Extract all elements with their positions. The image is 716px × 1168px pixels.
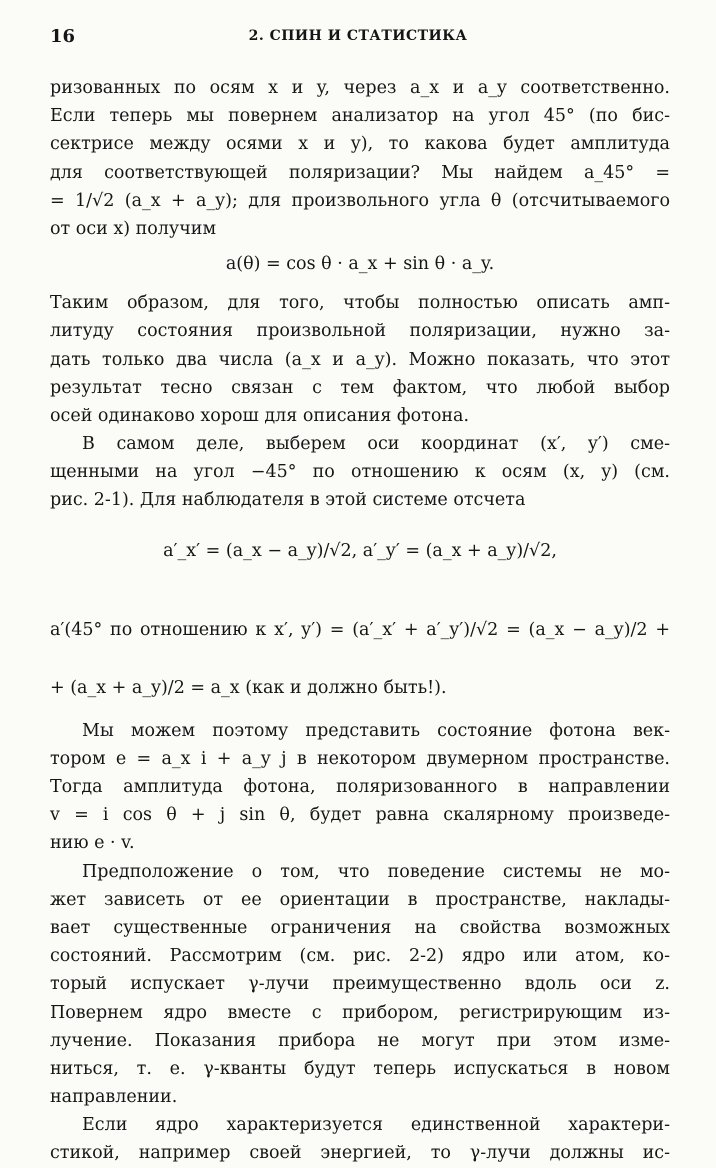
text-line: вает существенные ограничения на свойства возможных xyxy=(50,917,670,938)
text-line: щенными на угол −45° по отношению к осям (x, y) (см. xyxy=(50,462,670,483)
text-line: Если ядро характеризуется единственной характери- xyxy=(82,1115,670,1136)
page-header xyxy=(50,26,666,52)
equation-amplitude-result: + (a_x + a_y)/2 = a_x (как и должно быть!). xyxy=(50,677,447,698)
page-number: 16 xyxy=(50,26,76,47)
text-line: Тогда амплитуда фотона, поляризованного в направлении xyxy=(50,777,670,797)
text-line: для соответствующей поляризации? Мы найдем a_45° = xyxy=(50,162,670,183)
text-line: ниться, т. е. γ-кванты будут теперь испускаться в новом xyxy=(50,1058,670,1079)
text-line: ризованных по осям x и y, через a_x и a_y соответственно. xyxy=(50,78,670,98)
page-body xyxy=(50,74,670,1168)
equation-amplitude-theta: a(θ) = cos θ · a_x + sin θ · a_y. xyxy=(225,254,495,275)
text-line: Предположение о том, что поведение системы не мо- xyxy=(82,861,670,882)
equation-amplitude-45: a′(45° по отношению к x′, y′) = (a′_x′ + a′_y′)/√2 = (a_x − a_y)/2 + xyxy=(50,619,670,640)
text-line: v = i cos θ + j sin θ, будет равна скалярному произведе- xyxy=(50,805,670,826)
text-line: рис. 2-1). Для наблюдателя в этой системе отсчета xyxy=(50,490,526,511)
text-line: Таким образом, для того, чтобы полностью описать амп- xyxy=(50,293,670,314)
text-line: состояний. Рассмотрим (см. рис. 2-2) ядро или атом, ко- xyxy=(50,946,670,967)
text-line: лучение. Показания прибора не могут при этом изме- xyxy=(50,1030,670,1051)
running-title: 2. СПИН И СТАТИСТИКА xyxy=(248,28,468,44)
text-line: осей одинаково хорош для описания фотона. xyxy=(50,405,470,426)
text-line: сектрисе между осями x и y), то какова будет амплитуда xyxy=(50,134,670,155)
text-line: Повернем ядро вместе с прибором, регистрирующим из- xyxy=(50,1002,670,1023)
text-line: тором e = a_x i + a_y j в некотором двумерном пространстве. xyxy=(50,748,670,769)
equation-rotated-amplitudes: a′_x′ = (a_x − a_y)/√2, a′_y′ = (a_x + a_y)/√2, xyxy=(163,540,557,561)
text-line: Мы можем поэтому представить состояние фотона век- xyxy=(82,720,670,741)
text-line: от оси x) получим xyxy=(50,218,217,239)
text-line: литуду состояния произвольной поляризации, нужно за- xyxy=(50,321,670,342)
text-line: = 1/√2 (a_x + a_y); для произвольного угла θ (отсчитываемого xyxy=(50,190,670,211)
text-line: нию e · v. xyxy=(50,833,135,854)
text-line: направлении. xyxy=(50,1087,178,1108)
text-line: В самом деле, выберем оси координат (x′, y′) сме- xyxy=(82,434,670,455)
text-line: результат тесно связан с тем фактом, что любой выбор xyxy=(50,377,670,398)
text-line: дать только два числа (a_x и a_y). Можно показать, что этот xyxy=(50,349,670,370)
text-line: торый испускает γ-лучи преимущественно вдоль оси z. xyxy=(50,974,670,995)
text-line: Если теперь мы повернем анализатор на угол 45° (по бис- xyxy=(50,106,670,127)
text-line: стикой, например своей энергией, то γ-лучи должны ис- xyxy=(50,1143,670,1164)
text-line: жет зависеть от ее ориентации в пространстве, наклады- xyxy=(50,889,670,910)
